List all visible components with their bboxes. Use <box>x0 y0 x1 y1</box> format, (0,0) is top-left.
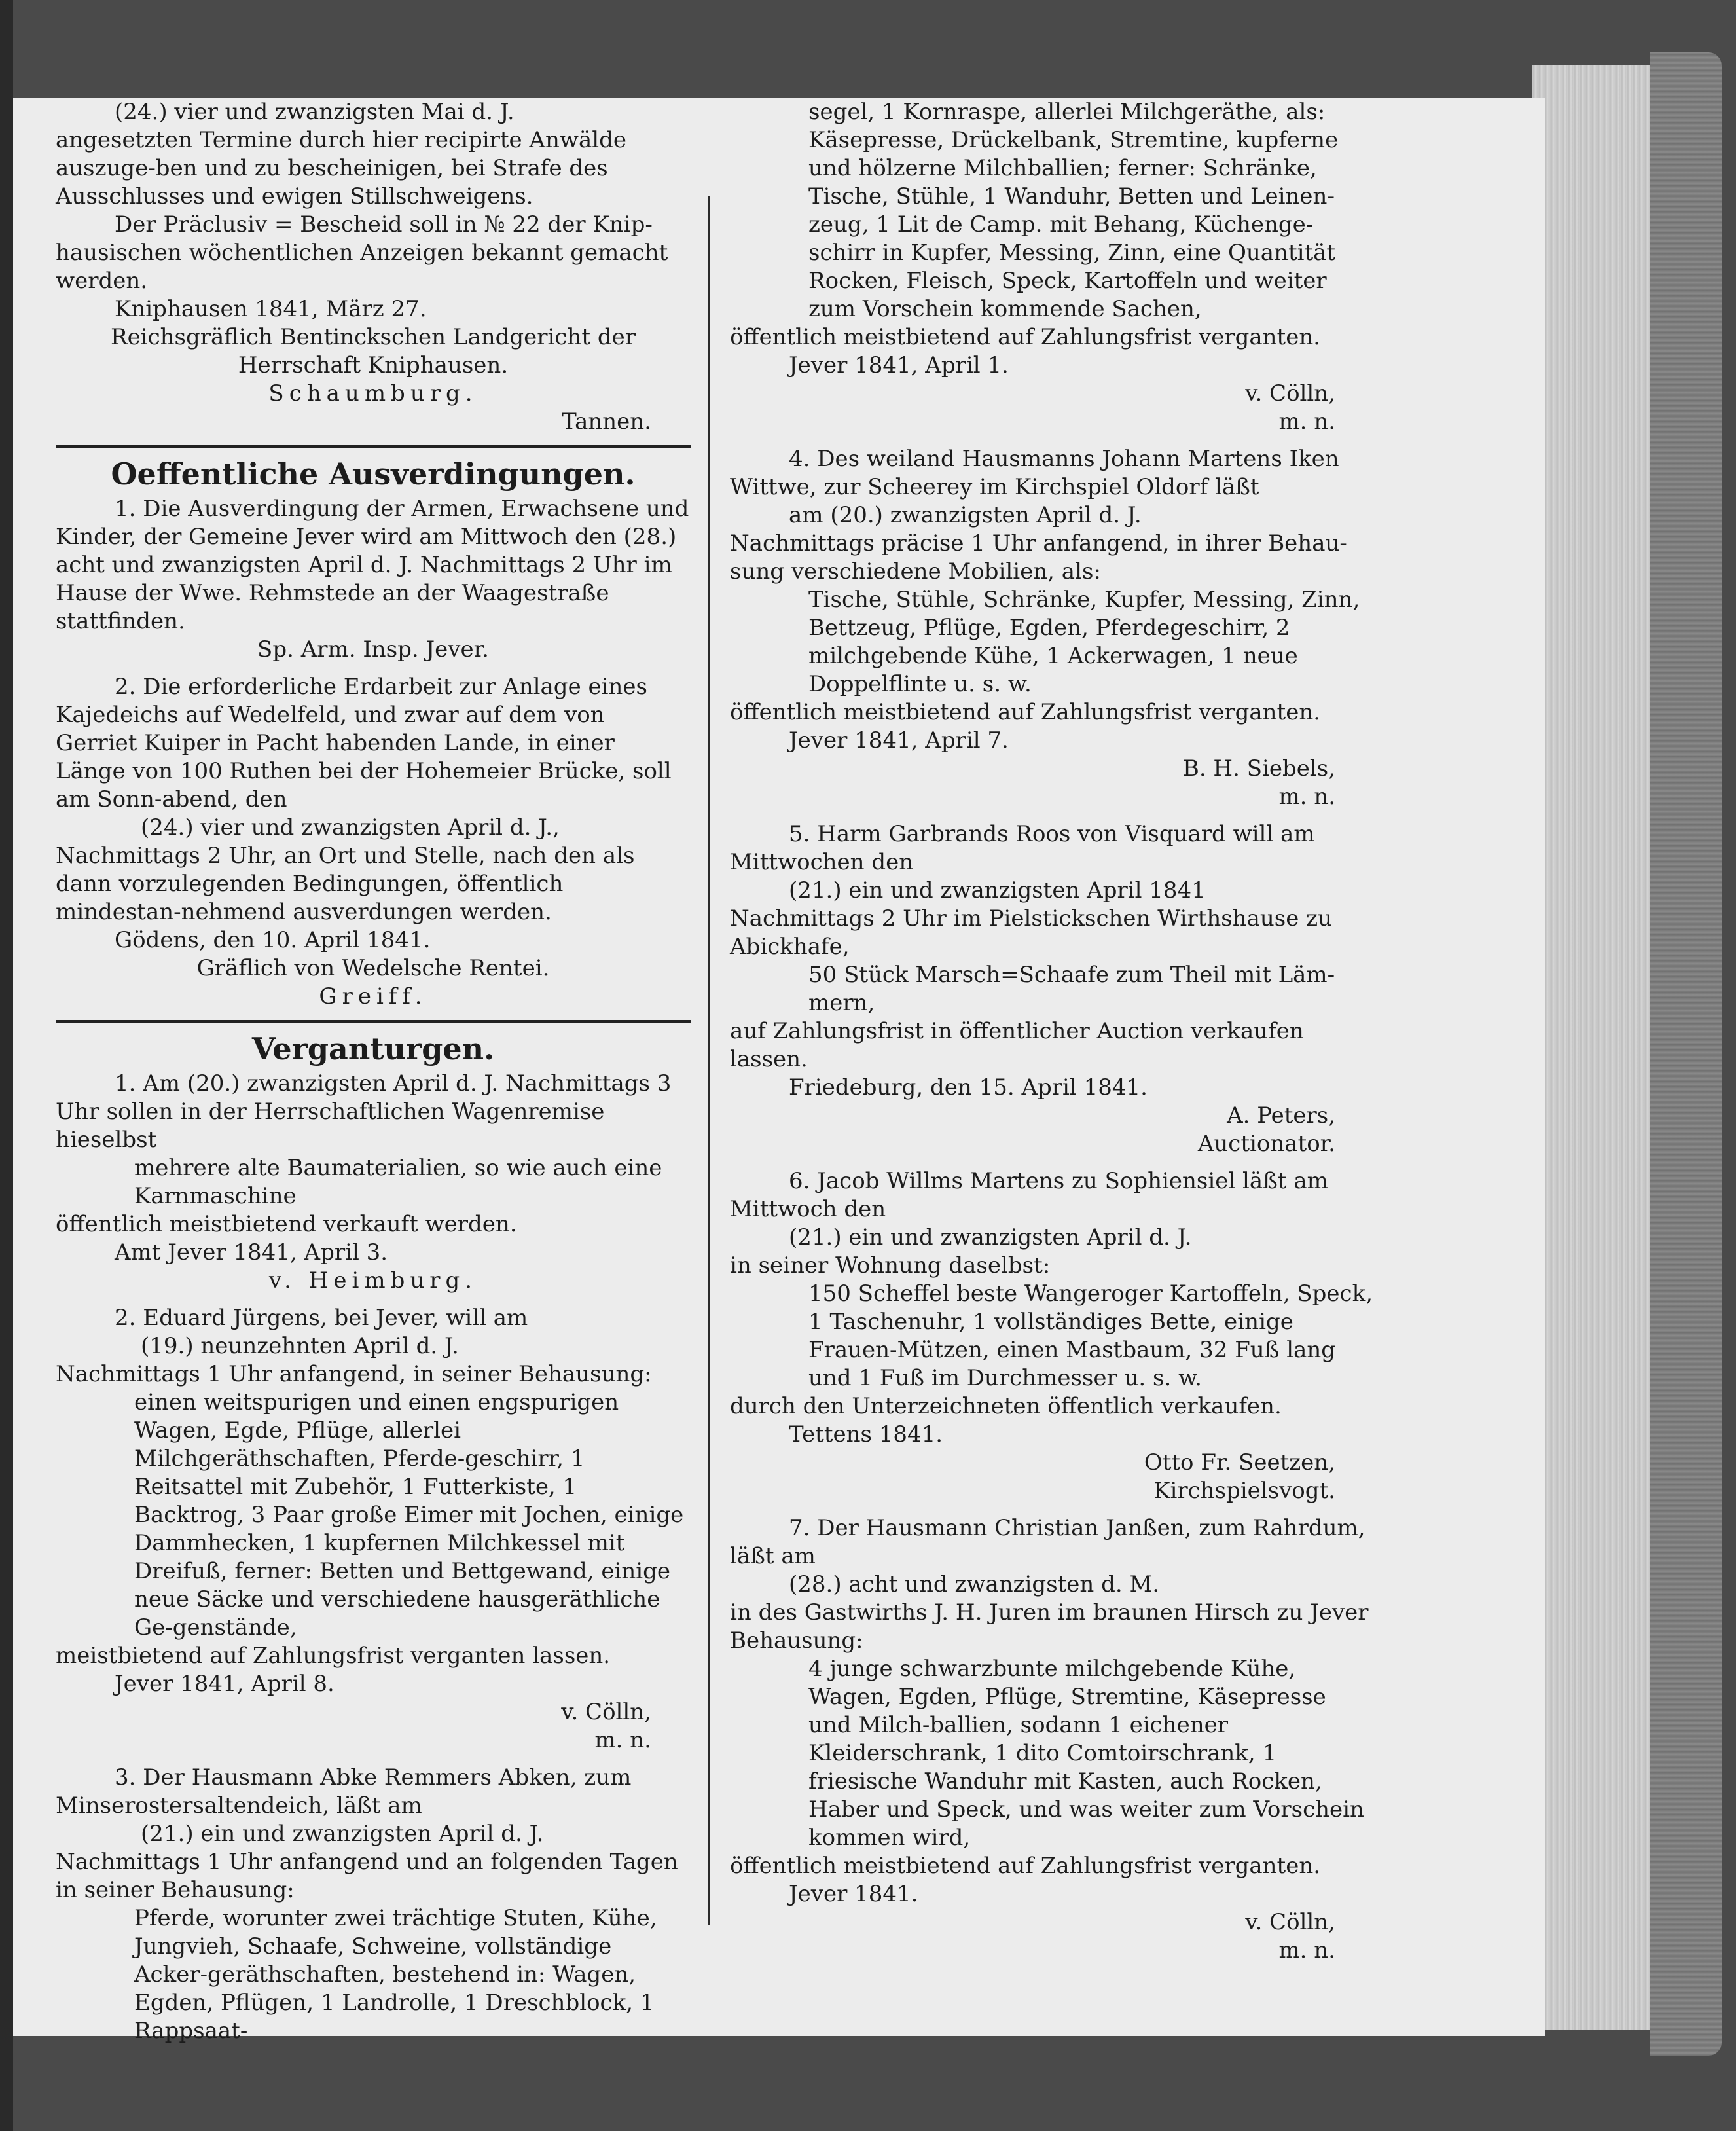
item-text: 2. Die erforderliche Erdarbeit zur Anlage eines Kajedeichs auf Wedelfeld, und zwar auf dem von Gerriet Kuiper in Pacht habenden Lande, in einer Länge von 100 Ruthen bei der Hohemeier Brücke, soll am Sonn-abend, den <box>56 674 672 812</box>
item-date: (28.) acht und zwanzigsten d. M. <box>789 1571 1160 1597</box>
item-text: durch den Unterzeichneten öffentlich verkaufen. <box>730 1393 1282 1419</box>
vergantung-item <box>56 1304 691 1755</box>
item-text: öffentlich meistbietend verkauft werden. <box>56 1211 517 1237</box>
section-separator <box>56 445 691 448</box>
item-date: (24.) vier und zwanzigsten April d. J., <box>141 814 560 841</box>
item-goods: mehrere alte Baumaterialien, so wie auch eine Karnmaschine <box>134 1155 662 1209</box>
item-place-date: Jever 1841, April 1. <box>789 352 1009 378</box>
item-text: 3. Der Hausmann Abke Remmers Abken, zum Minserostersaltendeich, läßt am <box>56 1764 632 1819</box>
item-signature-title: Kirchspielsvogt. <box>1153 1478 1335 1504</box>
item-text: meistbietend auf Zahlungsfrist verganten lassen. <box>56 1643 611 1669</box>
item-text: Nachmittags 2 Uhr im Pielstickschen Wirthshause zu Abickhafe, <box>730 905 1332 960</box>
scan-left-edge <box>0 0 13 2131</box>
item-goods: 50 Stück Marsch=Schaafe zum Theil mit Läm-mern, <box>808 962 1335 1016</box>
item-text: 1. Die Ausverdingung der Armen, Erwachsene und Kinder, der Gemeine Jever wird am Mittwoch den (28.) acht und zwanzigsten April d. J. Nachmittags 2 Uhr im Hause der Wwe. Rehmstede an der Waagestraße stattfinden. <box>56 496 689 634</box>
item-signature: v. Cölln, <box>1245 1909 1335 1935</box>
item-place-date: Jever 1841, April 8. <box>115 1671 335 1697</box>
ausverdingung-item <box>56 673 691 1011</box>
item-signature: Greiff. <box>319 983 427 1010</box>
vergantung-item <box>730 1167 1375 1505</box>
notice-date-line: (24.) vier und zwanzigsten Mai d. J. <box>115 99 515 125</box>
item-place-date: Jever 1841. <box>789 1881 918 1907</box>
item-date: (21.) ein und zwanzigsten April d. J. <box>141 1821 544 1847</box>
item-text: Nachmittags 1 Uhr anfangend, in seiner Behausung: <box>56 1361 652 1387</box>
section-heading-ausverdingungen: Oeffentliche Ausverdingungen. <box>111 456 636 492</box>
notice-signature: Schaumburg. <box>268 380 478 407</box>
item-date: am (20.) zwanzigsten April d. J. <box>789 502 1142 528</box>
section-separator <box>56 1020 691 1023</box>
notice-signature-secondary: Tannen. <box>562 409 651 435</box>
item-place-date: Amt Jever 1841, April 3. <box>115 1239 388 1266</box>
item-signature: v. Cölln, <box>1245 380 1335 407</box>
column-divider <box>708 196 710 1925</box>
item-signature: Sp. Arm. Insp. Jever. <box>257 636 489 663</box>
court-notice <box>56 98 691 436</box>
section-heading-verganturgen: Verganturgen. <box>251 1031 495 1066</box>
item-text: Nachmittags 2 Uhr, an Ort und Stelle, nach den als dann vorzulegenden Bedingungen, öffentlich mindestan-nehmend ausverdungen werden. <box>56 843 635 925</box>
item-authority: Gräflich von Wedelsche Rentei. <box>196 955 550 981</box>
item-goods: segel, 1 Kornraspe, allerlei Milchgeräthe, als: Käsepresse, Drückelbank, Stremtine, kupferne und hölzerne Milchballien; ferner: Schränke, Tische, Stühle, 1 Wanduhr, Betten und Leinen-zeug, 1 Lit de Camp. mit Behang, Küchenge-schirr in Kupfer, Messing, Zinn, eine Quantität Rocken, Fleisch, Speck, Kartoffeln und weiter zum Vorschein kommende Sachen, <box>808 99 1339 322</box>
item-place-date: Jever 1841, April 7. <box>789 727 1009 754</box>
left-column <box>56 98 691 2054</box>
item-text: öffentlich meistbietend auf Zahlungsfrist verganten. <box>730 324 1321 350</box>
item-signature: A. Peters, <box>1227 1102 1335 1129</box>
item-signature-abbr: m. n. <box>594 1727 651 1753</box>
vergantung-item <box>730 1514 1375 1965</box>
notice-text: angesetzten Termine durch hier recipirte Anwälde auszuge-ben und zu bescheinigen, bei Strafe des Ausschlusses und ewigen Stillschweigens. <box>56 127 627 209</box>
item-goods: 150 Scheffel beste Wangeroger Kartoffeln, Speck, 1 Taschenuhr, 1 vollständiges Bette, einige Frauen-Mützen, einen Mastbaum, 32 Fuß lang und 1 Fuß im Durchmesser u. s. w. <box>808 1281 1373 1391</box>
item-text: 1. Am (20.) zwanzigsten April d. J. Nachmittags 3 Uhr sollen in der Herrschaftlichen Wagenremise hieselbst <box>56 1070 672 1153</box>
vergantung-item <box>730 820 1375 1158</box>
item-signature: v. Heimburg. <box>268 1267 478 1294</box>
vergantung-item <box>730 445 1375 811</box>
notice-text: Der Präclusiv = Bescheid soll in № 22 der Knip-hausischen wöchentlichen Anzeigen bekannt gemacht werden. <box>56 211 668 294</box>
item-signature-abbr: m. n. <box>1278 784 1335 810</box>
item-signature-abbr: m. n. <box>1278 1937 1335 1963</box>
item-place-date: Gödens, den 10. April 1841. <box>115 927 431 953</box>
item-text: 4. Des weiland Hausmanns Johann Martens Iken Wittwe, zur Scheerey im Kirchspiel Oldorf läßt <box>730 446 1339 500</box>
item-goods: 4 junge schwarzbunte milchgebende Kühe, Wagen, Egden, Pflüge, Stremtine, Käsepresse und Milch-ballien, sodann 1 eichener Kleiderschrank, 1 dito Comtoirschrank, 1 friesische Wanduhr mit Kasten, auch Rocken, Haber und Speck, und was weiter zum Vorschein kommen wird, <box>808 1656 1364 1851</box>
item-goods: Pferde, worunter zwei trächtige Stuten, Kühe, Jungvieh, Schaafe, Schweine, vollständige Acker-geräthschaften, bestehend in: Wagen, Egden, Pflügen, 1 Landrolle, 1 Dreschblock, 1 Rappsaat- <box>134 1905 657 2044</box>
vergantung-item <box>56 1070 691 1295</box>
item-text: öffentlich meistbietend auf Zahlungsfrist verganten. <box>730 1853 1321 1879</box>
item-signature: v. Cölln, <box>561 1699 651 1725</box>
item-signature-title: Auctionator. <box>1197 1131 1335 1157</box>
item-signature: Otto Fr. Seetzen, <box>1144 1449 1335 1476</box>
vergantung-item <box>56 1764 691 2045</box>
notice-authority: Reichsgräflich Bentinckschen Landgericht der Herrschaft Kniphausen. <box>111 324 636 378</box>
item-place-date: Friedeburg, den 15. April 1841. <box>789 1074 1148 1101</box>
item-text: öffentlich meistbietend auf Zahlungsfrist verganten. <box>730 699 1321 725</box>
item-date: (21.) ein und zwanzigsten April d. J. <box>789 1224 1192 1250</box>
item-text: auf Zahlungsfrist in öffentlicher Auction verkaufen lassen. <box>730 1018 1304 1072</box>
item-signature: B. H. Siebels, <box>1182 756 1335 782</box>
ausverdingung-item <box>56 495 691 664</box>
item-goods: Tische, Stühle, Schränke, Kupfer, Messing, Zinn, Bettzeug, Pflüge, Egden, Pferdegeschirr, 2 milchgebende Kühe, 1 Ackerwagen, 1 neue Doppelflinte u. s. w. <box>808 587 1360 697</box>
right-column <box>730 98 1375 1974</box>
item-text: in des Gastwirths J. H. Juren im braunen Hirsch zu Jever Behausung: <box>730 1599 1369 1654</box>
item-text: Nachmittags präcise 1 Uhr anfangend, in ihrer Behau-sung verschiedene Mobilien, als: <box>730 530 1347 585</box>
item-text: 7. Der Hausmann Christian Janßen, zum Rahrdum, läßt am <box>730 1515 1365 1569</box>
item-signature-abbr: m. n. <box>1278 409 1335 435</box>
item-date: (19.) neunzehnten April d. J. <box>141 1333 459 1359</box>
item-date: (21.) ein und zwanzigsten April 1841 <box>789 877 1206 903</box>
item-goods: einen weitspurigen und einen engspurigen Wagen, Egde, Pflüge, allerlei Milchgeräthschaften, Pferde-geschirr, 1 Reitsattel mit Zubehör, 1 Futterkiste, 1 Backtrog, 3 Paar große Eimer mit Jochen, einige Dammhecken, 1 kupfernen Milchkessel mit Dreifuß, ferner: Betten und Bettgewand, einige neue Säcke und verschiedene hausgeräthliche Ge-genstände, <box>134 1389 684 1641</box>
notice-place-date: Kniphausen 1841, März 27. <box>115 296 427 322</box>
book-cover-edge <box>1650 52 1722 2056</box>
item-place-date: Tettens 1841. <box>789 1421 943 1448</box>
item-text: 5. Harm Garbrands Roos von Visquard will am Mittwochen den <box>730 821 1315 875</box>
item-text: Nachmittags 1 Uhr anfangend und an folgenden Tagen in seiner Behausung: <box>56 1849 678 1903</box>
item-text: 2. Eduard Jürgens, bei Jever, will am <box>115 1305 528 1331</box>
vergantung-continuation <box>730 98 1375 436</box>
item-text: 6. Jacob Willms Martens zu Sophiensiel läßt am Mittwoch den <box>730 1168 1328 1222</box>
item-text: in seiner Wohnung daselbst: <box>730 1252 1051 1279</box>
